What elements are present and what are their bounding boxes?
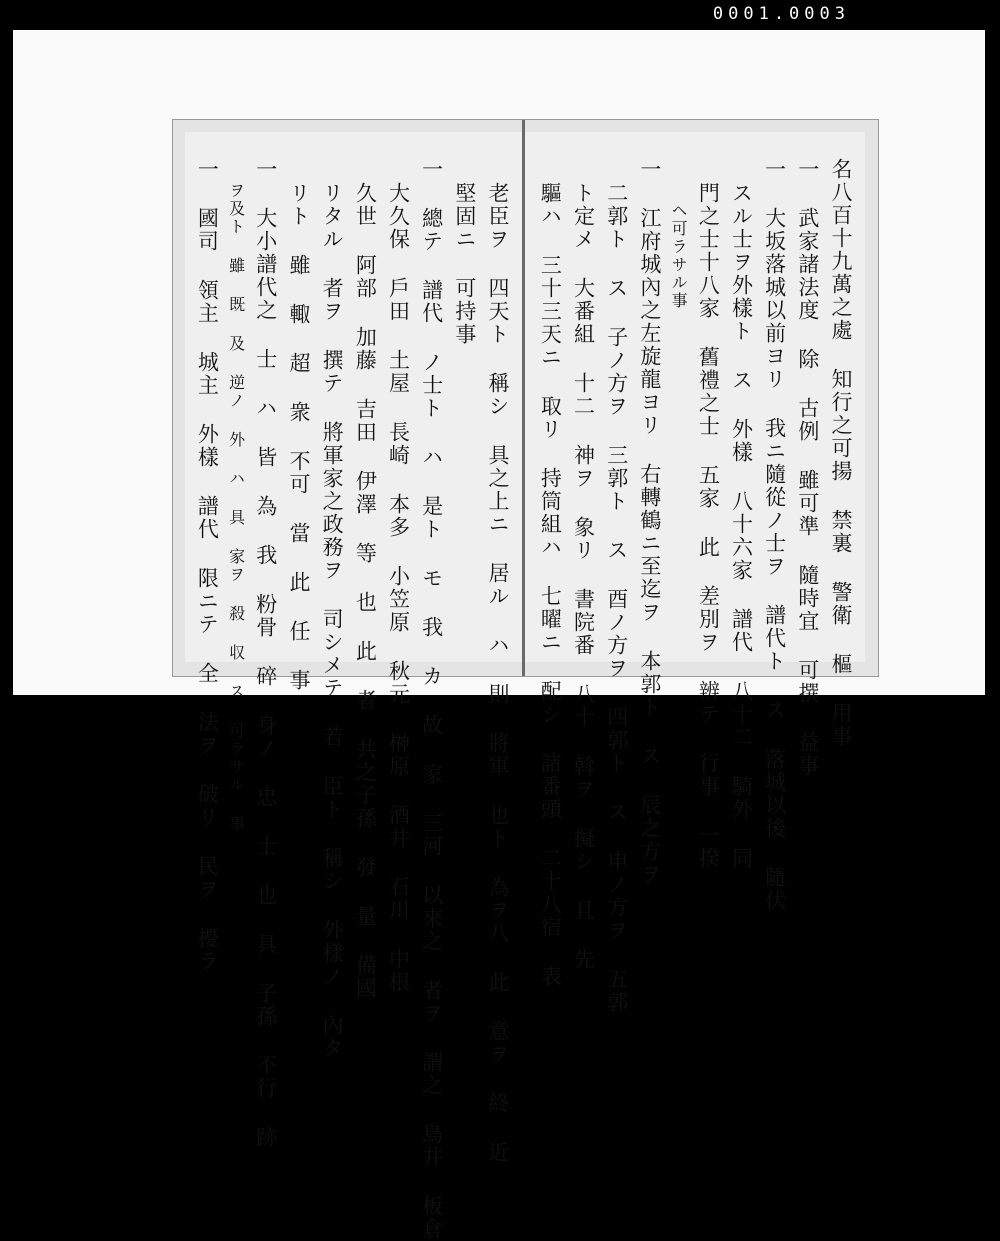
text-line: 久世 阿部 加藤 吉田 伊澤 等 也 此 者 共之子孫 發 量 備國: [353, 182, 378, 1000]
open-book: [173, 120, 878, 1241]
text-line: リト 雖 輙 超 衆 不可 當 此 任 事: [286, 182, 311, 692]
text-line: 一 國司 領主 城主 外樣 譜代 限ニテ 全 法ヲ 破リ 民ヲ 擾ラ: [195, 158, 220, 973]
right-page: [525, 132, 865, 1014]
text-line: 一 總テ 譜代 ノ士ト ハ 是ト モ 我 カ 故 家 三河 以來之 者ヲ 謂之 鳥井 板倉: [419, 158, 444, 1241]
text-line: 堅固ニ 可持事: [452, 182, 477, 346]
left-page-text: [195, 158, 514, 1241]
text-line: 大久保 戶田 土屋 長崎 本多 小笠原 秋元 榊原 酒井 石川 中根: [386, 182, 411, 994]
text-line: 一 武家諸法度 除 古例 雖可準 隨時宜 可撰 益事: [795, 158, 820, 777]
right-page-text: [535, 158, 857, 1014]
text-line: 門之士十八家 舊禮之士 五家 此 差別ヲ 辨テ 行事 一揆: [696, 182, 721, 870]
text-line: スル士ヲ外樣ト ス 外樣 八十六家 譜代 八十二 騎外 同: [729, 182, 754, 870]
book-gutter: [522, 120, 525, 676]
text-line: 老臣ヲ 四天ト 稱シ 具之上ニ 居ル ハ 則 將軍 也ト 為ヲ八 此 意ヲ 終 近: [486, 182, 510, 1164]
text-line: 名八百十九萬之處 知行之可揚 禁裏 警衛 樞 用事: [829, 158, 853, 748]
mount-board: [13, 30, 985, 1241]
film-frame-number: 0001.0003: [712, 4, 850, 24]
text-line: ト定メ 大番組 十二 神ヲ 象リ 書院番 八十 斡ヲ 擬シ 且 先: [571, 182, 596, 971]
text-line: 驅ハ 三十三天ニ 取リ 持筒組ハ 七曜ニ 配シ 諸番頭 二十八宿 表: [538, 182, 563, 988]
text-line: 一 大小譜代之 士 ハ 皆 為 我 粉骨 碎 身ノ 忠 士 也 具 子孫 不行 跡: [253, 158, 278, 1149]
text-line: 二郭ト ス 子ノ方ヲ 三郭ト ス 酉ノ方ヲ 四郭ト ス 申ノ方ヲ 五郭: [604, 182, 629, 1014]
text-line: ヘ可ラサル事: [669, 202, 689, 310]
text-line: 一 大坂落城以前ヨリ 我ニ隨從ノ士ヲ 譜代ト ス 落城以後 隨伏: [762, 158, 787, 912]
text-line: ヲ及ト 雖 既 及 逆ノ 外 ハ 具 家ヲ 殺 収 ス 可ラサル 事: [226, 182, 246, 833]
text-line: 一 江府城內之左旋龍ヨリ 右轉鶴ニ至迄ヲ 本郭ト ス 辰之方ヲ: [637, 158, 662, 886]
text-line: リタル 者ヲ 撰テ 將軍家之政務ヲ 司シメテ 若 臣ト 稱シ 外樣ノ 內タ: [320, 182, 345, 1060]
left-page: [185, 132, 522, 1241]
